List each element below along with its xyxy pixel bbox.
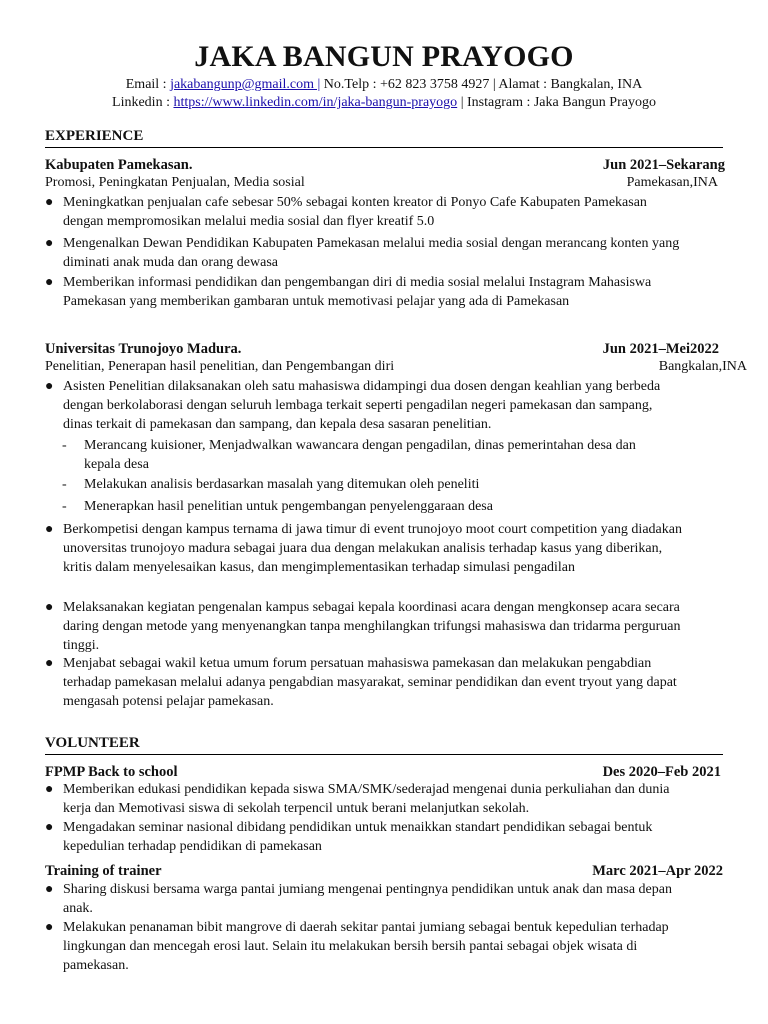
entry-date: Marc 2021–Apr 2022	[592, 863, 723, 879]
bullet-text: Memberikan edukasi pendidikan kepada siswa SMA/SMK/sederajad mengenai dunia perkuliahan dan dunia kerja dan Memotivasi siswa di sekolah terpencil untuk berani melanjutkan sekolah.	[63, 782, 670, 816]
email-label: Email :	[125, 77, 171, 92]
sub-item	[62, 436, 662, 474]
entry-date: Des 2020–Feb 2021	[602, 764, 721, 780]
bullet-text: Mengadakan seminar nasional dibidang pendidikan untuk menaikkan standart pendidikan sebagai bentuk kepedulian terhadap pendidikan di pamekasan	[63, 820, 653, 854]
entry-org: Kabupaten Pamekasan.	[45, 157, 193, 173]
bullet-icon: ●	[45, 782, 54, 797]
phone-address-text: No.Telp : +62 823 3758 4927 | Alamat : Bangkalan, INA	[320, 77, 643, 92]
bullet-icon: ●	[45, 379, 54, 394]
entry-subheading	[45, 174, 718, 192]
entry-heading	[45, 763, 725, 781]
sub-item-text: Merancang kuisioner, Menjadwalkan wawancara dengan pengadilan, dinas pemerintahan desa dan kepala desa	[84, 438, 636, 472]
entry-heading	[45, 862, 725, 880]
bullet-item	[45, 520, 685, 577]
linkedin-link[interactable]: https://www.linkedin.com/in/jaka-bangun-prayogo	[173, 95, 458, 110]
bullet-text: Berkompetisi dengan kampus ternama di jawa timur di event trunojoyo moot court competition yang diadakan unoversitas trunojoyo madura sebagai juara dua dengan melakukan analisis terhadap kasus yang diberikan, kritis dalam menyelesaikan kasus, dan mengimplementasikan terhadap simulasi pengadilan	[63, 522, 682, 575]
entry-heading	[45, 156, 725, 174]
section-title-experience: EXPERIENCE	[45, 127, 723, 148]
bullet-text: Mengenalkan Dewan Pendidikan Kabupaten Pamekasan melalui media sosial dengan merancang konten yang diminati anak muda dan orang dewasa	[63, 236, 680, 270]
contact-line-2	[0, 94, 768, 112]
sub-item	[62, 475, 662, 494]
entry-location: Pamekasan,INA	[626, 175, 718, 190]
bullet-text: Melaksanakan kegiatan pengenalan kampus sebagai kepala koordinasi acara dengan mengkonsep acara secara daring dengan metode yang menyenangkan tanpa menghilangkan trifungsi mahasiswa dan tridarma perguruan tinggi.	[63, 600, 681, 653]
bullet-item	[45, 918, 685, 975]
bullet-icon: ●	[45, 522, 54, 537]
candidate-name: JAKA BANGUN PRAYOGO	[194, 40, 574, 73]
entry-subheading	[45, 358, 747, 376]
entry-date: Jun 2021–Mei2022	[602, 341, 719, 357]
section-title-volunteer: VOLUNTEER	[45, 734, 723, 755]
bullet-icon: ●	[45, 600, 54, 615]
sub-item-text: Menerapkan hasil penelitian untuk pengembangan penyelenggaraan desa	[84, 499, 493, 514]
entry-heading	[45, 340, 725, 358]
entry-org: Training of trainer	[45, 863, 162, 879]
contact-line-1	[0, 76, 768, 94]
bullet-item	[45, 654, 685, 711]
bullet-icon: ●	[45, 882, 54, 897]
bullet-icon: ●	[45, 236, 54, 251]
bullet-item	[45, 598, 685, 655]
bullet-icon: ●	[45, 820, 54, 835]
entry-org: Universitas Trunojoyo Madura.	[45, 341, 242, 357]
bullet-item	[45, 193, 685, 231]
entry-role: Promosi, Peningkatan Penjualan, Media sosial	[45, 175, 305, 190]
bullet-icon: ●	[45, 195, 54, 210]
bullet-item	[45, 880, 685, 918]
email-link[interactable]: jakabangunp@gmail.com |	[170, 77, 321, 92]
entry-org: FPMP Back to school	[45, 764, 178, 780]
dash-icon: -	[62, 438, 67, 453]
bullet-item	[45, 377, 685, 434]
bullet-text: Melakukan penanaman bibit mangrove di daerah sekitar pantai jumiang sebagai bentuk kepedulian terhadap lingkungan dan mencegah erosi laut. Selain itu melakukan bersih bersih pantai sebagai objek wisata di pamekasan.	[63, 920, 669, 973]
entry-date: Jun 2021–Sekarang	[602, 157, 725, 173]
entry-location: Bangkalan,INA	[658, 359, 747, 374]
bullet-icon: ●	[45, 275, 54, 290]
bullet-text: Meningkatkan penjualan cafe sebesar 50% sebagai konten kreator di Ponyo Cafe Kabupaten Pamekasan dengan mempromosikan melalui media sosial dan flyer kreatif 5.0	[63, 195, 647, 229]
bullet-item	[45, 818, 685, 856]
bullet-icon: ●	[45, 920, 54, 935]
sub-item-text: Melakukan analisis berdasarkan masalah yang ditemukan oleh peneliti	[84, 477, 480, 492]
bullet-item	[45, 273, 685, 311]
bullet-item	[45, 780, 685, 818]
bullet-text: Asisten Penelitian dilaksanakan oleh satu mahasiswa didampingi dua dosen dengan keahlian yang berbeda dengan berkolaborasi dengan seluruh lembaga terkait seperti pengadilan negeri pamekasan dan sampang, dinas terkait di pamekasan dan sampang, dan kepala desa sasaran penelitian.	[63, 379, 661, 432]
linkedin-label: Linkedin :	[112, 95, 174, 110]
dash-icon: -	[62, 499, 67, 514]
bullet-item	[45, 234, 685, 272]
bullet-text: Menjabat sebagai wakil ketua umum forum persatuan mahasiswa pamekasan dan melakukan pengabdian terhadap pamekasan melalui adanya pengabdian masyarakat, seminar pendidikan dan event tryout yang dapat mengasah potensi pelajar pamekasan.	[63, 656, 677, 709]
bullet-text: Sharing diskusi bersama warga pantai jumiang mengenai pentingnya pendidikan untuk anak dan masa depan anak.	[63, 882, 672, 916]
entry-role: Penelitian, Penerapan hasil penelitian, dan Pengembangan diri	[45, 359, 395, 374]
dash-icon: -	[62, 477, 67, 492]
sub-item	[62, 497, 662, 516]
bullet-icon: ●	[45, 656, 54, 671]
bullet-text: Memberikan informasi pendidikan dan pengembangan diri di media sosial melalui Instagram Mahasiswa Pamekasan yang memberikan gambaran untuk memotivasi pelajar yang ada di Pamekasan	[63, 275, 652, 309]
instagram-text: | Instagram : Jaka Bangun Prayogo	[457, 95, 656, 110]
